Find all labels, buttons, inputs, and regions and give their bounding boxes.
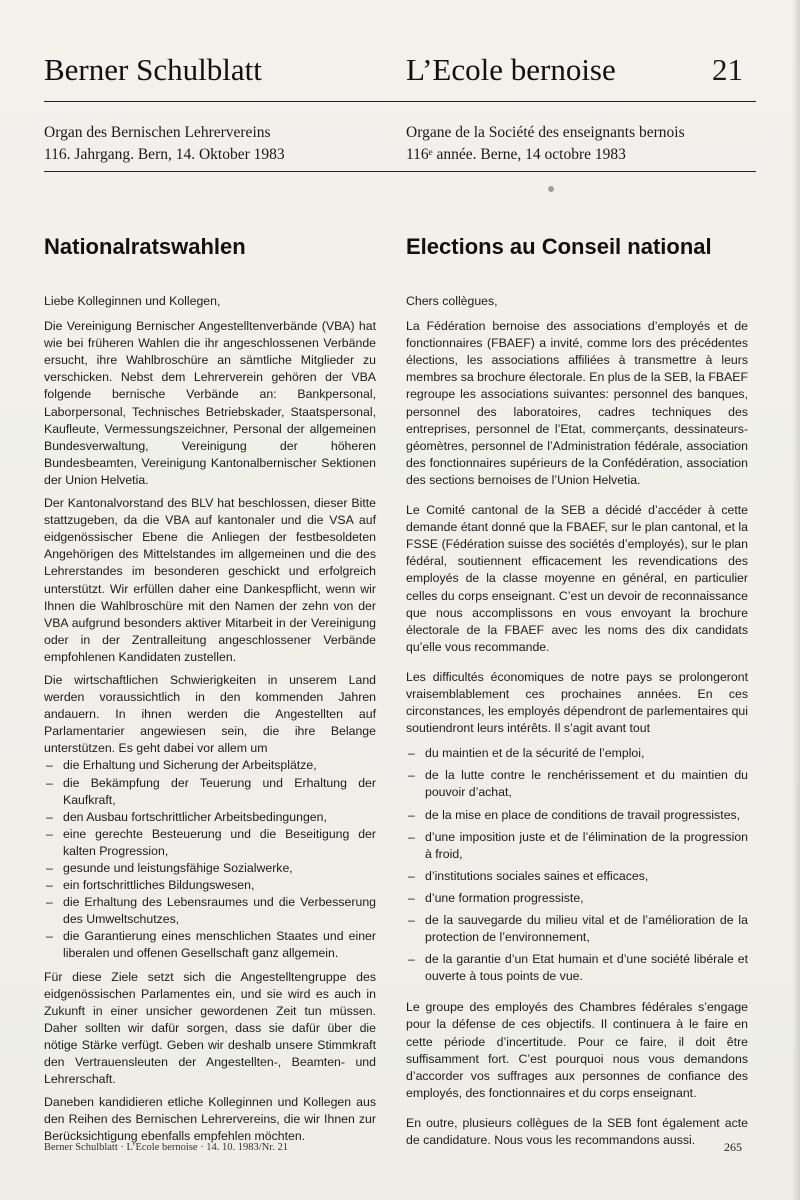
paragraph-de: Der Kantonalvorstand des BLV hat beschlossen, dieser Bitte stattzugeben, da die VBA auf kantonaler und die VSA auf eidgenössischer Ebene die Anliegen der festbesoldeten Angehörigen des Mittelstandes im allgemeinen und die des Lehrerstandes im besonderen geschickt und erfolgreich unterstützt. Wir erfüllen daher eine Dankespflicht, wenn wir Ihnen die Wahlbroschüre mit den Namen der zehn von der VBA aufgrund besonders aktiver Mitarbeit in der Vereinigung oder in der Zentralleitung angeschlossener Verbände empfohlenen Kandidaten zustellen.	[44, 496, 376, 664]
salutation-de: Liebe Kolleginnen und Kollegen,	[44, 294, 221, 308]
masthead-rule-top	[44, 101, 756, 102]
headline-fr: Elections au Conseil national	[406, 234, 712, 259]
paragraph-fr: En outre, plusieurs collègues de la SEB font également acte de candidature. Nous vous les recommandons aussi.	[406, 1115, 748, 1148]
list-item: – die Garantierung eines menschlichen Staates und einer liberalen und offenen Gesellschaft ganz allgemein.	[44, 928, 376, 962]
paragraph-fr: Le Comité cantonal de la SEB a décidé d’accéder à cette demande étant donné que la FBAEF, sur le plan cantonal, et la FSSE (Fédération suisse des sociétés d’employés), sur le plan fédéral, soutiennent efficacement les revendications des employés de la classe moyenne en général, en particulier celles du corps enseignant. C’est un devoir de reconnaissance que nous accomplissons en vous envoyant la brochure électorale de la FBAEF avec les noms des dix candidats qu’elle vous recommande.	[406, 503, 748, 654]
goals-list-de	[44, 757, 376, 962]
issue-number: 21	[712, 52, 743, 87]
paragraph-de: Für diese Ziele setzt sich die Angestelltengruppe des eidgenössischen Parlamentes ein, und sie wird es auch in Zukunft in einer unsicher gewordenen Zeit tun müssen. Daher sollten wir dafür sorgen, dass sie dafür über die nötige Stärke verfügt. Geben wir deshalb unsere Stimmkraft den Vertrauensleuten der Angestellten-, Beamten- und Lehrerschaft.	[44, 969, 376, 1087]
article-body-fr	[406, 293, 748, 1162]
list-item: – du maintien et de la sécurité de l’emploi,	[406, 745, 748, 762]
organ-de-line1: Organ des Bernischen Lehrervereins	[44, 124, 271, 141]
organ-fr-line2: 116ᵉ année. Berne, 14 octobre 1983	[406, 146, 626, 163]
list-item: – de la mise en place de conditions de travail progressistes,	[406, 807, 748, 824]
list-item: – de la sauvegarde du milieu vital et de l’amélioration de la protection de l’environnement,	[406, 912, 748, 946]
page-number: 265	[724, 1140, 742, 1154]
organ-info-de	[44, 122, 384, 166]
goals-list-fr	[406, 745, 748, 985]
article-body-de	[44, 293, 376, 1152]
organ-fr-line1: Organe de la Société des enseignants bernois	[406, 124, 685, 141]
page-edge-shadow	[792, 0, 800, 1200]
paragraph-de: Daneben kandidieren etliche Kolleginnen und Kollegen aus den Reihen des Bernischen Lehrervereins, die wir Ihnen zur Berücksichtigung ebenfalls empfehlen möchten.	[44, 1095, 376, 1144]
list-item: – de la lutte contre le renchérissement et du maintien du pouvoir d’achat,	[406, 767, 748, 801]
list-item: – gesunde und leistungsfähige Sozialwerke,	[44, 860, 376, 877]
list-item: – ein fortschrittliches Bildungswesen,	[44, 877, 376, 894]
footer-citation: Berner Schulblatt · L’Ecole bernoise · 14. 10. 1983/Nr. 21	[44, 1142, 288, 1153]
masthead-title-fr: L’Ecole bernoise	[406, 52, 616, 87]
salutation-fr: Chers collègues,	[406, 294, 498, 308]
list-item: – eine gerechte Besteuerung und die Beseitigung der kalten Progression,	[44, 826, 376, 860]
list-item: – die Bekämpfung der Teuerung und Erhaltung der Kaufkraft,	[44, 775, 376, 809]
paragraph-fr: La Fédération bernoise des associations d’employés et de fonctionnaires (FBAEF) a invité, comme lors des précédentes élections, les associations affiliées à transmettre à leurs membres sa brochure électorale. En plus de la SEB, la FBAEF regroupe les associations suivantes: personnel des banques, personnel des laboratoires, cadres techniques des entreprises, personnel de l’Etat, commerçants, dessinateurs-géomètres, personnel de l’Administration fédérale, association des fonctionnaires supérieurs de la Confédération, association des sections bernoises de l’Union Helvetia.	[406, 319, 748, 487]
paragraph-fr: Les difficultés économiques de notre pays se prolongeront vraisemblablement ces prochaines années. En ces circonstances, les employés dépendront de parlementaires qui soutiendront leurs intérêts. Il s’agit avant tout	[406, 669, 748, 736]
list-item: – d’une imposition juste et de l’élimination de la progression à froid,	[406, 829, 748, 863]
list-item: – de la garantie d’un Etat humain et d’une société libérale et ouverte à tous points de vue.	[406, 951, 748, 985]
paragraph-de: Die Vereinigung Bernischer Angestelltenverbände (VBA) hat wie bei früheren Wahlen die ihr angeschlossenen Verbände ersucht, ihre Wahlbroschüre an sämtliche Mitglieder zu verschicken. Nebst dem Lehrerverein gehören der VBA folgende bernische Verbände an: Bankpersonal, Laborpersonal, Technisches Betriebskader, Staatspersonal, Kaufleute, Vermessungszeichner, Personal der allgemeinen Bundesverwaltung, Vereinigung der höheren Bundesbeamten, Vereinigung Kantonalbernischer Sektionen der Union Helvetia.	[44, 319, 376, 487]
list-item: – die Erhaltung und Sicherung der Arbeitsplätze,	[44, 757, 376, 774]
list-item: – die Erhaltung des Lebensraumes und die Verbesserung des Umweltschutzes,	[44, 894, 376, 928]
masthead-title-de: Berner Schulblatt	[44, 52, 262, 87]
paragraph-fr: Le groupe des employés des Chambres fédérales s’engage pour la défense de ces objectifs. Il continuera à le faire en cette période d’incertitude. Pour ce faire, il doit être suffisamment fort. C’est pourquoi nous vous demandons d’accorder vos suffrages aux personnes de confiance des employés, des fonctionnaires et du corps enseignant.	[406, 1000, 748, 1100]
list-item: – d’une formation progressiste,	[406, 890, 748, 907]
paragraph-de: Die wirtschaftlichen Schwierigkeiten in unserem Land werden voraussichtlich in den kommenden Jahren andauern. In ihnen werden die Angestellten auf Parlamentarier angewiesen sein, die ihre Belange unterstützen. Es geht dabei vor allem um	[44, 672, 376, 756]
masthead-rule-bottom	[44, 171, 756, 172]
list-item: – d’institutions sociales saines et efficaces,	[406, 868, 748, 885]
organ-info-fr	[406, 122, 756, 166]
organ-de-line2: 116. Jahrgang. Bern, 14. Oktober 1983	[44, 146, 285, 163]
ink-speck	[548, 186, 554, 192]
headline-de: Nationalratswahlen	[44, 234, 246, 259]
list-item: – den Ausbau fortschrittlicher Arbeitsbedingungen,	[44, 809, 376, 826]
